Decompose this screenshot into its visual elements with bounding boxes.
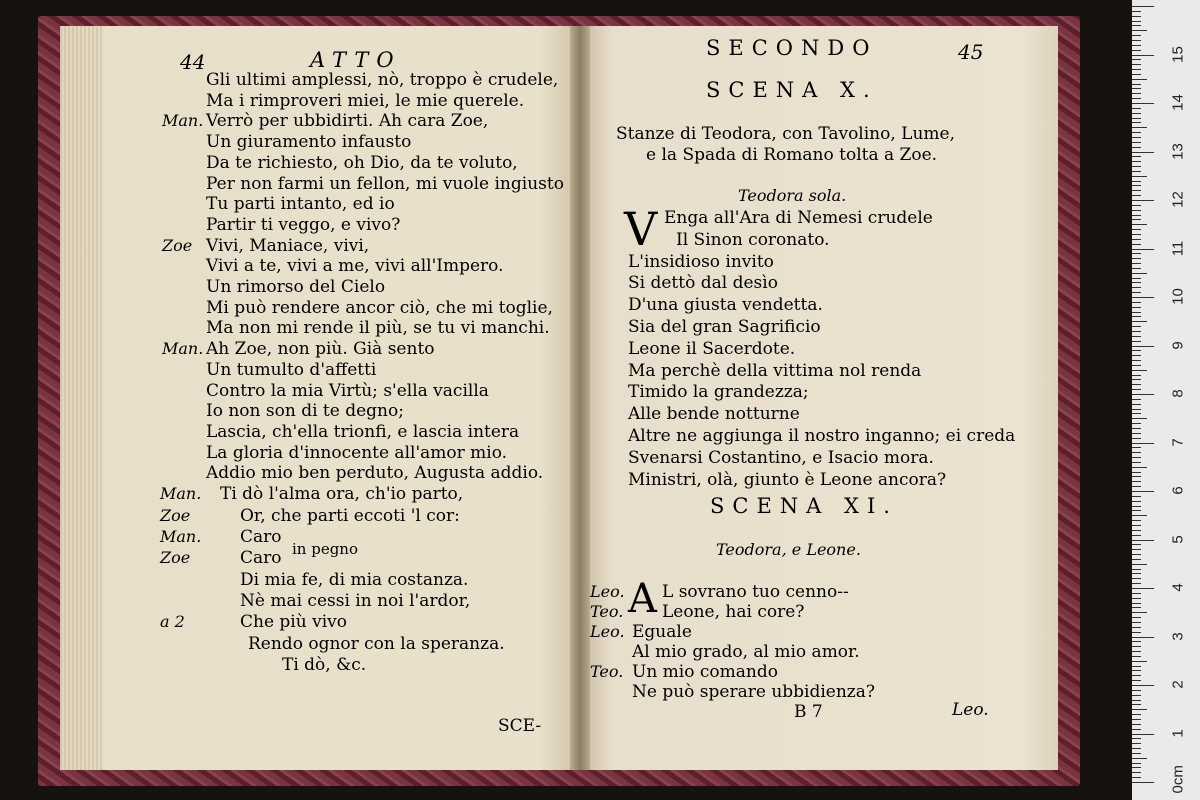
ruler-tick xyxy=(1132,16,1141,17)
ruler-tick xyxy=(1132,399,1141,400)
ruler-tick xyxy=(1132,413,1141,414)
ruler-tick xyxy=(1132,632,1141,633)
verse-line: Ti dò, &c. xyxy=(282,655,367,675)
verse-line: Ah Zoe, non più. Già sento xyxy=(206,339,435,360)
verse-line: Ma non mi rende il più, se tu vi manchi. xyxy=(206,318,550,339)
ruler-tick xyxy=(1132,64,1141,65)
measuring-ruler xyxy=(1132,0,1200,800)
ruler-label: 11 xyxy=(1169,240,1187,256)
ruler-tick xyxy=(1132,45,1141,46)
speaker-heading: Teodora sola. xyxy=(738,186,847,205)
speaker-label: a 2 xyxy=(160,612,185,631)
ruler-tick xyxy=(1132,675,1141,676)
ruler-tick xyxy=(1132,98,1141,99)
ruler-tick xyxy=(1132,462,1141,463)
ruler-tick xyxy=(1132,210,1141,211)
speaker-label: Man. xyxy=(162,339,204,359)
ruler-tick xyxy=(1132,379,1141,380)
ruler-tick xyxy=(1132,55,1154,56)
ruler-label: 7 xyxy=(1169,437,1187,447)
verse-line: Ma i rimproveri miei, le mie querele. xyxy=(206,90,525,111)
ruler-tick xyxy=(1132,118,1141,119)
ruler-tick xyxy=(1132,588,1154,589)
ruler-tick xyxy=(1132,530,1141,531)
ruler-tick xyxy=(1132,278,1141,279)
ruler-label: 4 xyxy=(1169,583,1187,592)
verse-line: Mi può rendere ancor ciò, che mi toglie, xyxy=(206,297,553,318)
ruler-tick xyxy=(1132,641,1141,642)
ruler-tick xyxy=(1132,544,1141,545)
book-gutter xyxy=(570,26,590,770)
ruler-tick xyxy=(1132,549,1141,550)
ruler-tick xyxy=(1132,152,1154,153)
verse-line: Vivi a te, vivi a me, vivi all'Impero. xyxy=(206,256,504,277)
ruler-tick xyxy=(1132,312,1141,313)
ruler-tick xyxy=(1132,452,1141,453)
ruler-tick xyxy=(1132,418,1147,419)
ruler-tick xyxy=(1132,438,1141,439)
ruler-tick xyxy=(1132,215,1141,216)
ruler-tick xyxy=(1132,709,1147,710)
ruler-tick xyxy=(1132,467,1147,468)
running-head-right: SECONDO xyxy=(706,36,878,60)
ruler-tick xyxy=(1132,25,1141,26)
ruler-tick xyxy=(1132,156,1141,157)
ruler-tick xyxy=(1132,738,1141,739)
ruler-label: 0cm xyxy=(1169,765,1187,794)
ruler-tick xyxy=(1132,777,1141,778)
drop-cap-v: V xyxy=(624,202,658,256)
ruler-tick xyxy=(1132,326,1141,327)
verse-line: Un rimorso del Cielo xyxy=(206,277,386,297)
ruler-tick xyxy=(1132,714,1141,715)
ruler-tick xyxy=(1132,375,1141,376)
ruler-tick xyxy=(1132,690,1141,691)
ruler-label: 3 xyxy=(1169,631,1187,641)
ruler-tick xyxy=(1132,763,1141,764)
ruler-tick xyxy=(1132,394,1154,395)
verse-line: Altre ne aggiunga il nostro inganno; ei creda xyxy=(628,426,1016,446)
signature-mark: B 7 xyxy=(794,702,823,722)
ruler-tick xyxy=(1132,491,1154,492)
ruler-tick xyxy=(1132,767,1141,768)
ruler-tick xyxy=(1132,506,1141,507)
verse-line: Leone, hai core? xyxy=(662,602,805,622)
ruler-tick xyxy=(1132,680,1141,681)
ruler-tick xyxy=(1132,103,1154,104)
ruler-tick xyxy=(1132,282,1141,283)
ruler-tick xyxy=(1132,409,1141,410)
verse-line: Lascia, ch'ella trionfi, e lascia intera xyxy=(206,421,520,442)
ruler-tick xyxy=(1132,263,1141,264)
verse-line: La gloria d'innocente all'amor mio. xyxy=(206,442,508,463)
ruler-tick xyxy=(1132,758,1147,759)
verse-line: Eguale xyxy=(632,622,692,642)
ruler-tick xyxy=(1132,743,1141,744)
ruler-tick xyxy=(1132,229,1141,230)
verse-line: Che più vivo xyxy=(240,612,347,632)
ruler-tick xyxy=(1132,244,1141,245)
ruler-tick xyxy=(1132,559,1141,560)
verse-line: Enga all'Ara di Nemesi crudele xyxy=(664,208,933,228)
ruler-tick xyxy=(1132,598,1141,599)
ruler-tick xyxy=(1132,782,1154,783)
speaker-label: Leo. xyxy=(590,582,625,601)
ruler-tick xyxy=(1132,734,1154,735)
ruler-tick xyxy=(1132,637,1154,638)
ruler-tick xyxy=(1132,331,1141,332)
ruler-tick xyxy=(1132,239,1141,240)
scene-title-xi: SCENA XI. xyxy=(710,494,898,518)
verse-line: Al mio grado, al mio amor. xyxy=(632,642,860,662)
ruler-tick xyxy=(1132,292,1141,293)
ruler-tick xyxy=(1132,525,1141,526)
ruler-tick xyxy=(1132,30,1147,31)
ruler-tick xyxy=(1132,685,1154,686)
ruler-tick xyxy=(1132,724,1141,725)
ruler-tick xyxy=(1132,166,1141,167)
ruler-tick xyxy=(1132,11,1141,12)
ruler-tick xyxy=(1132,700,1141,701)
verse-line: Leone il Sacerdote. xyxy=(628,338,796,359)
ruler-label: 6 xyxy=(1169,486,1187,495)
page-edges xyxy=(60,26,104,770)
verse-line: Si dettò dal desìo xyxy=(628,273,778,294)
ruler-tick xyxy=(1132,443,1154,444)
ruler-tick xyxy=(1132,84,1141,85)
ruler-tick xyxy=(1132,35,1141,36)
ruler-label: 1 xyxy=(1169,728,1187,738)
speaker-label: Zoe xyxy=(160,548,191,567)
verse-line: Timido la grandezza; xyxy=(628,382,809,403)
verse-line: Ma perchè della vittima nol renda xyxy=(628,360,922,381)
ruler-tick xyxy=(1132,627,1141,628)
scene-title-x: SCENA X. xyxy=(706,78,878,102)
ruler-tick xyxy=(1132,273,1147,274)
ruler-tick xyxy=(1132,360,1141,361)
ruler-tick xyxy=(1132,307,1141,308)
ruler-tick xyxy=(1132,185,1141,186)
ruler-tick xyxy=(1132,74,1141,75)
stage-direction-line2: e la Spada di Romano tolta a Zoe. xyxy=(646,145,938,165)
ruler-tick xyxy=(1132,88,1141,89)
ruler-tick xyxy=(1132,719,1141,720)
ruler-tick xyxy=(1132,161,1141,162)
ruler-tick xyxy=(1132,350,1141,351)
ruler-label: 15 xyxy=(1169,45,1187,63)
ruler-tick xyxy=(1132,404,1141,405)
ruler-tick xyxy=(1132,695,1141,696)
verse-line: Per non farmi un fellon, mi vuole ingiusto xyxy=(206,173,564,194)
verse-line: L'insidioso invito xyxy=(628,251,774,272)
ruler-tick xyxy=(1132,423,1141,424)
ruler-tick xyxy=(1132,617,1141,618)
stage-direction-line1: Stanze di Teodora, con Tavolino, Lume, xyxy=(616,124,955,144)
verse-line: Sia del gran Sagrificio xyxy=(628,317,821,337)
verse-line: D'una giusta vendetta. xyxy=(628,295,823,316)
ruler-tick xyxy=(1132,428,1141,429)
ruler-tick xyxy=(1132,666,1141,667)
ruler-tick xyxy=(1132,113,1141,114)
characters-line: Teodora, e Leone. xyxy=(716,540,861,559)
ruler-label: 10 xyxy=(1169,288,1187,305)
ruler-tick xyxy=(1132,515,1147,516)
ruler-tick xyxy=(1132,520,1141,521)
ruler-tick xyxy=(1132,205,1141,206)
ruler-tick xyxy=(1132,612,1147,613)
speaker-label: Zoe xyxy=(162,235,193,255)
ruler-tick xyxy=(1132,316,1141,317)
ruler-tick xyxy=(1132,341,1141,342)
catchword-left: SCE- xyxy=(498,716,542,736)
verse-line: Ne può sperare ubbidienza? xyxy=(632,682,876,702)
ruler-tick xyxy=(1132,670,1141,671)
ruler-tick xyxy=(1132,748,1141,749)
ruler-tick xyxy=(1132,569,1141,570)
ruler-label: 9 xyxy=(1169,340,1187,350)
ruler-tick xyxy=(1132,772,1141,773)
ruler-tick xyxy=(1132,472,1141,473)
ruler-tick xyxy=(1132,79,1147,80)
ruler-tick xyxy=(1132,433,1141,434)
ruler-tick xyxy=(1132,108,1141,109)
speaker-label: Leo. xyxy=(590,622,625,641)
verse-line: Nè mai cessi in noi l'ardor, xyxy=(240,591,471,611)
ruler-tick xyxy=(1132,297,1154,298)
ruler-tick xyxy=(1132,554,1141,555)
running-head-left: ATTO xyxy=(310,48,402,72)
ruler-label: 13 xyxy=(1169,142,1187,160)
ruler-tick xyxy=(1132,268,1141,269)
ruler-tick xyxy=(1132,457,1141,458)
verse-line: Caro xyxy=(240,548,282,568)
ruler-tick xyxy=(1132,302,1141,303)
ruler-tick xyxy=(1132,6,1154,7)
verse-line: Un mio comando xyxy=(632,662,778,682)
verse-line: Tu parti intanto, ed io xyxy=(206,194,395,215)
verse-line: Alle bende notturne xyxy=(628,404,800,425)
ruler-tick xyxy=(1132,651,1141,652)
ruler-tick xyxy=(1132,249,1154,250)
ruler-tick xyxy=(1132,661,1147,662)
ruler-tick xyxy=(1132,607,1141,608)
ruler-tick xyxy=(1132,753,1141,754)
ruler-tick xyxy=(1132,578,1141,579)
ruler-tick xyxy=(1132,573,1141,574)
ruler-tick xyxy=(1132,321,1147,322)
ruler-tick xyxy=(1132,181,1141,182)
page-number-left: 44 xyxy=(180,50,206,74)
drop-cap-a: A xyxy=(628,576,657,622)
verse-line: Il Sinon coronato. xyxy=(676,229,830,250)
verse-line: Verrò per ubbidirti. Ah cara Zoe, xyxy=(206,111,489,132)
ruler-tick xyxy=(1132,346,1154,347)
speaker-label: Man. xyxy=(160,527,202,546)
ruler-tick xyxy=(1132,258,1141,259)
speaker-label: Teo. xyxy=(590,662,624,681)
ruler-label: 12 xyxy=(1169,191,1187,208)
ruler-tick xyxy=(1132,132,1141,133)
ruler-tick xyxy=(1132,336,1141,337)
ruler-tick xyxy=(1132,21,1141,22)
verse-line: Di mia fe, di mia costanza. xyxy=(240,570,469,590)
ruler-tick xyxy=(1132,622,1141,623)
ruler-tick xyxy=(1132,370,1147,371)
ruler-tick xyxy=(1132,147,1141,148)
ruler-tick xyxy=(1132,646,1141,647)
speaker-label: Zoe xyxy=(160,506,191,525)
ruler-tick xyxy=(1132,486,1141,487)
ruler-tick xyxy=(1132,729,1141,730)
ruler-tick xyxy=(1132,593,1141,594)
ruler-label: 8 xyxy=(1169,389,1187,398)
ruler-label: 5 xyxy=(1169,534,1187,544)
ruler-tick xyxy=(1132,190,1141,191)
verse-line: Un tumulto d'affetti xyxy=(206,359,377,380)
ruler-tick xyxy=(1132,287,1141,288)
verse-line: Contro la mia Virtù; s'ella vacilla xyxy=(206,380,489,401)
ruler-tick xyxy=(1132,234,1141,235)
page-number-right: 45 xyxy=(958,40,984,64)
ruler-tick xyxy=(1132,50,1141,51)
ruler-tick xyxy=(1132,501,1141,502)
ruler-tick xyxy=(1132,253,1141,254)
ruler-tick xyxy=(1132,583,1141,584)
ruler-tick xyxy=(1132,447,1141,448)
speaker-label: Man. xyxy=(160,484,202,503)
verse-line: Gli ultimi amplessi, nò, troppo è crudele, xyxy=(206,70,559,90)
speaker-label: Teo. xyxy=(590,602,624,621)
verse-line: Addio mio ben perduto, Augusta addio. xyxy=(206,463,544,484)
ruler-tick xyxy=(1132,481,1141,482)
ruler-tick xyxy=(1132,476,1141,477)
ruler-tick xyxy=(1132,540,1154,541)
verse-line: Rendo ognor con la speranza. xyxy=(248,634,505,654)
verse-line: Vivi, Maniace, vivi, xyxy=(206,235,370,256)
verse-line: Ministri, olà, giunto è Leone ancora? xyxy=(628,469,947,490)
ruler-tick xyxy=(1132,171,1141,172)
ruler-tick xyxy=(1132,496,1141,497)
ruler-tick xyxy=(1132,355,1141,356)
verse-line: L sovrano tuo cenno-- xyxy=(662,582,849,602)
verse-line: Da te richiesto, oh Dio, da te voluto, xyxy=(206,152,518,173)
ruler-tick xyxy=(1132,510,1141,511)
verse-line: Caro xyxy=(240,527,282,547)
ruler-label: 2 xyxy=(1169,680,1187,689)
ruler-tick xyxy=(1132,704,1141,705)
in-pegno-note: in pegno xyxy=(292,540,358,558)
ruler-tick xyxy=(1132,564,1147,565)
ruler-tick xyxy=(1132,656,1141,657)
verse-line: Or, che parti eccoti 'l cor: xyxy=(240,506,460,526)
ruler-tick xyxy=(1132,59,1141,60)
ruler-tick xyxy=(1132,122,1141,123)
ruler-tick xyxy=(1132,219,1141,220)
ruler-tick xyxy=(1132,176,1147,177)
verse-line: Io non son di te degno; xyxy=(206,401,404,422)
catchword-right: Leo. xyxy=(952,700,989,720)
ruler-tick xyxy=(1132,195,1141,196)
ruler-tick xyxy=(1132,535,1141,536)
verse-line: Svenarsi Costantino, e Isacio mora. xyxy=(628,447,934,468)
ruler-tick xyxy=(1132,384,1141,385)
ruler-tick xyxy=(1132,142,1141,143)
ruler-tick xyxy=(1132,365,1141,366)
verse-line: Partir ti veggo, e vivo? xyxy=(206,214,401,235)
ruler-tick xyxy=(1132,224,1147,225)
verse-line: Ti dò l'alma ora, ch'io parto, xyxy=(220,484,464,504)
ruler-tick xyxy=(1132,127,1147,128)
ruler-label: 14 xyxy=(1169,94,1187,111)
ruler-tick xyxy=(1132,40,1141,41)
ruler-tick xyxy=(1132,200,1154,201)
ruler-tick xyxy=(1132,389,1141,390)
speaker-label: Man. xyxy=(162,111,204,131)
ruler-tick xyxy=(1132,69,1141,70)
verse-line: Un giuramento infausto xyxy=(206,132,412,153)
ruler-tick xyxy=(1132,137,1141,138)
ruler-tick xyxy=(1132,93,1141,94)
ruler-tick xyxy=(1132,603,1141,604)
